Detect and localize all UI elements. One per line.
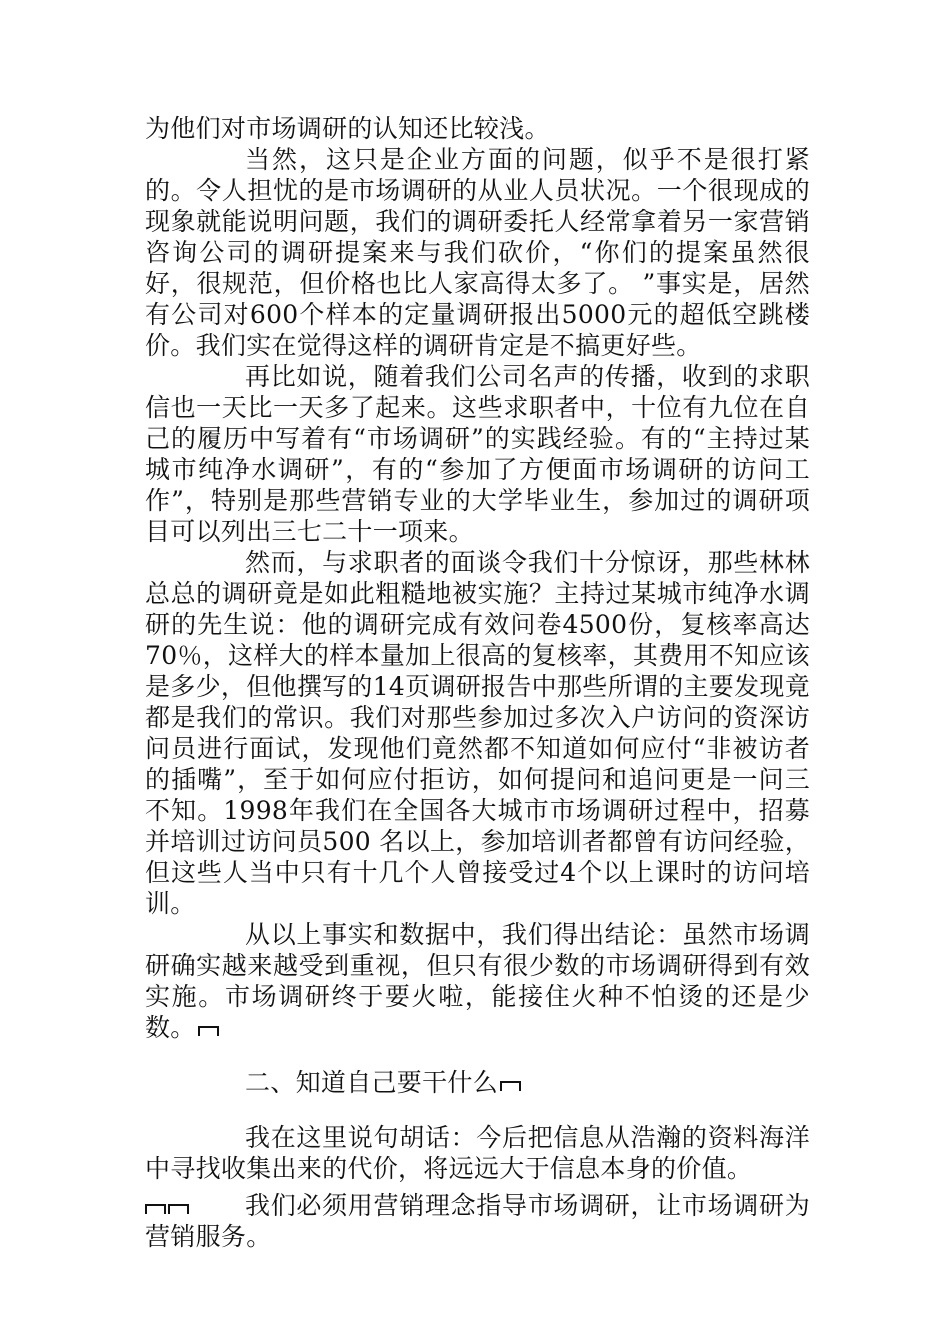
paragraph-interviews: 然而，与求职者的面谈令我们十分惊讶，那些林林总总的调研竟是如此粗糙地被实施？主持过某城市纯净水调研的先生说：他的调研完成有效问卷4500份，复核率高达70％，这样大的样本量加上很高的复核率，其费用不知应该是多少，但他撰写的14页调研报告中那些所谓的主要发现竟都是我们的常识。我们对那些参加过多次入户访问的资深访问员进行面试，发现他们竟然都不知道如何应付“非被访者的插嘴”，至于如何应付拒访，如何提问和追问更是一问三不知。1998年我们在全国各大城市市场调研过程中，招募并培训过访问员500 名以上，参加培训者都曾有访问经验，但这些人当中只有十几个人曾接受过4个以上课时的访问培训。 [145, 548, 810, 918]
section-break-icon [145, 1204, 166, 1214]
paragraph-continued: 为他们对市场调研的认知还比较浅。 [145, 114, 550, 143]
paragraph-conclusion-text: 从以上事实和数据中，我们得出结论：虽然市场调研确实越来越受到重视，但只有很少数的市场调研得到有效实施。市场调研终于要火啦，能接住火种不怕烫的还是少数。 [145, 920, 810, 1042]
document-page [145, 113, 810, 1252]
paragraph-job-seekers: 再比如说，随着我们公司名声的传播，收到的求职信也一天比一天多了起来。这些求职者中，十位有九位在自己的履历中写着有“市场调研”的实践经验。有的“主持过某城市纯净水调研”，有的“参加了方便面市场调研的访问工作”，特别是那些营销专业的大学毕业生，参加过的调研项目可以列出三七二十一项来。 [145, 362, 810, 546]
paragraph-nonsense: 我在这里说句胡话：今后把信息从浩瀚的资料海洋中寻找收集出来的代价，将远远大于信息本身的价值。 [145, 1123, 810, 1183]
paragraph-conclusion [145, 919, 810, 1043]
section-break-icon [500, 1081, 521, 1091]
paragraph-consultant-staff: 当然，这只是企业方面的问题，似乎不是很打紧的。令人担忧的是市场调研的从业人员状况。一个很现成的现象就能说明问题，我们的调研委托人经常拿着另一家营销咨询公司的调研提案来与我们砍价，“你们的提案虽然很好，很规范，但价格也比人家高得太多了。 ”事实是，居然有公司对600个样本的定量调研报出5000元的超低空跳楼价。我们实在觉得这样的调研肯定是不搞更好些。 [145, 145, 810, 360]
section-break-icon [198, 1026, 219, 1036]
section-break-icon [168, 1204, 189, 1214]
section-heading [145, 1067, 810, 1098]
paragraph-marketing: 我们必须用营销理念指导市场调研，让市场调研为营销服务。 [145, 1191, 810, 1251]
section-heading-text: 二、知道自己要干什么 [245, 1068, 499, 1097]
